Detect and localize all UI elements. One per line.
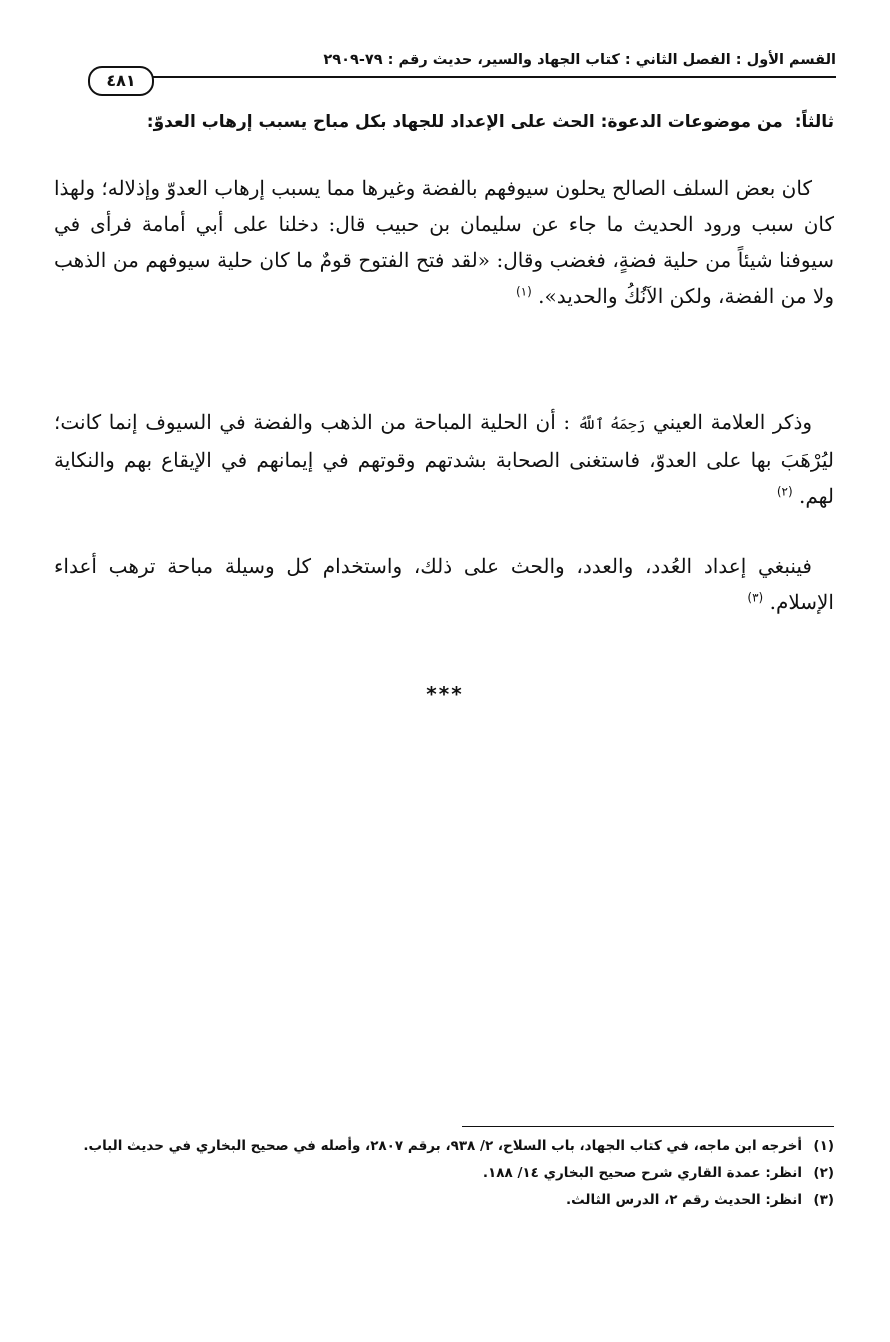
footnote-ref-2[interactable]: (٢) (776, 484, 793, 499)
paragraph-2-text-after: : أن الحلية المباحة من الذهب والفضة في السيوف إنما كانت؛ ليُرْهَبَ بها على العدوّ، فاستغنى الصحابة بشدتهم وقوتهم في إيمانهم في الإيقاع بهم والنكاية لهم. (54, 410, 834, 508)
footnote-rule (462, 1126, 834, 1127)
header-rule (150, 76, 836, 78)
footnote-ref-3[interactable]: (٣) (747, 590, 764, 605)
footnotes (54, 1134, 834, 1215)
running-header: القسم الأول : الفصل الثاني : كتاب الجهاد والسير، حديث رقم : ٧٩-٢٩٠٩ (323, 52, 836, 68)
section-heading (44, 112, 834, 132)
footnote-number: (٣) (813, 1192, 834, 1208)
footnote-3 (54, 1188, 834, 1212)
footnote-text: أخرجه ابن ماجه، في كتاب الجهاد، باب السلاح، ٢/ ٩٣٨، برقم ٢٨٠٧، وأصله في صحيح البخاري في حديث الباب. (83, 1138, 802, 1154)
paragraph-1-text: كان بعض السلف الصالح يحلون سيوفهم بالفضة وغيرها مما يسبب إرهاب العدوّ وإذلاله؛ ولهذا كان سبب ورود الحديث ما جاء عن سليمان بن حبيب قال: دخلنا على أبي أمامة فرأى في سيوفنا شيئاً من حلية فضةٍ، فغضب وقال: «لقد فتح الفتوح قومٌ ما كان حلية سيوفهم من الذهب ولا من الفضة، ولكن الآنُكُ والحديد». (54, 176, 834, 308)
footnote-text: انظر: عمدة القاري شرح صحيح البخاري ١٤/ ١٨٨. (482, 1165, 802, 1181)
section-title: من موضوعات الدعوة: الحث على الإعداد للجهاد بكل مباح يسبب إرهاب العدوّ: (146, 112, 783, 132)
section-label: ثالثاً: (794, 112, 834, 132)
paragraph-3 (54, 548, 834, 620)
footnote-ref-1[interactable]: (١) (515, 284, 532, 299)
paragraph-2-text-before: وذكر العلامة العيني (652, 410, 813, 434)
paragraph-3-text: فينبغي إعداد العُدد، والعدد، والحث على ذلك، واستخدام كل وسيلة مباحة ترهب أعداء الإسلام. (54, 554, 834, 614)
footnote-number: (١) (813, 1138, 834, 1154)
section-separator: *** (426, 682, 464, 706)
page-number-badge: ٤٨١ (88, 66, 154, 96)
footnote-2 (54, 1161, 834, 1185)
footnote-number: (٢) (813, 1165, 834, 1181)
footnote-1 (54, 1134, 834, 1158)
footnote-text: انظر: الحديث رقم ٢، الدرس الثالث. (566, 1192, 802, 1208)
honorific-glyph: رَحِمَهُ ٱللَّهُ (577, 415, 646, 433)
paragraph-2 (54, 404, 834, 514)
paragraph-1 (54, 170, 834, 314)
